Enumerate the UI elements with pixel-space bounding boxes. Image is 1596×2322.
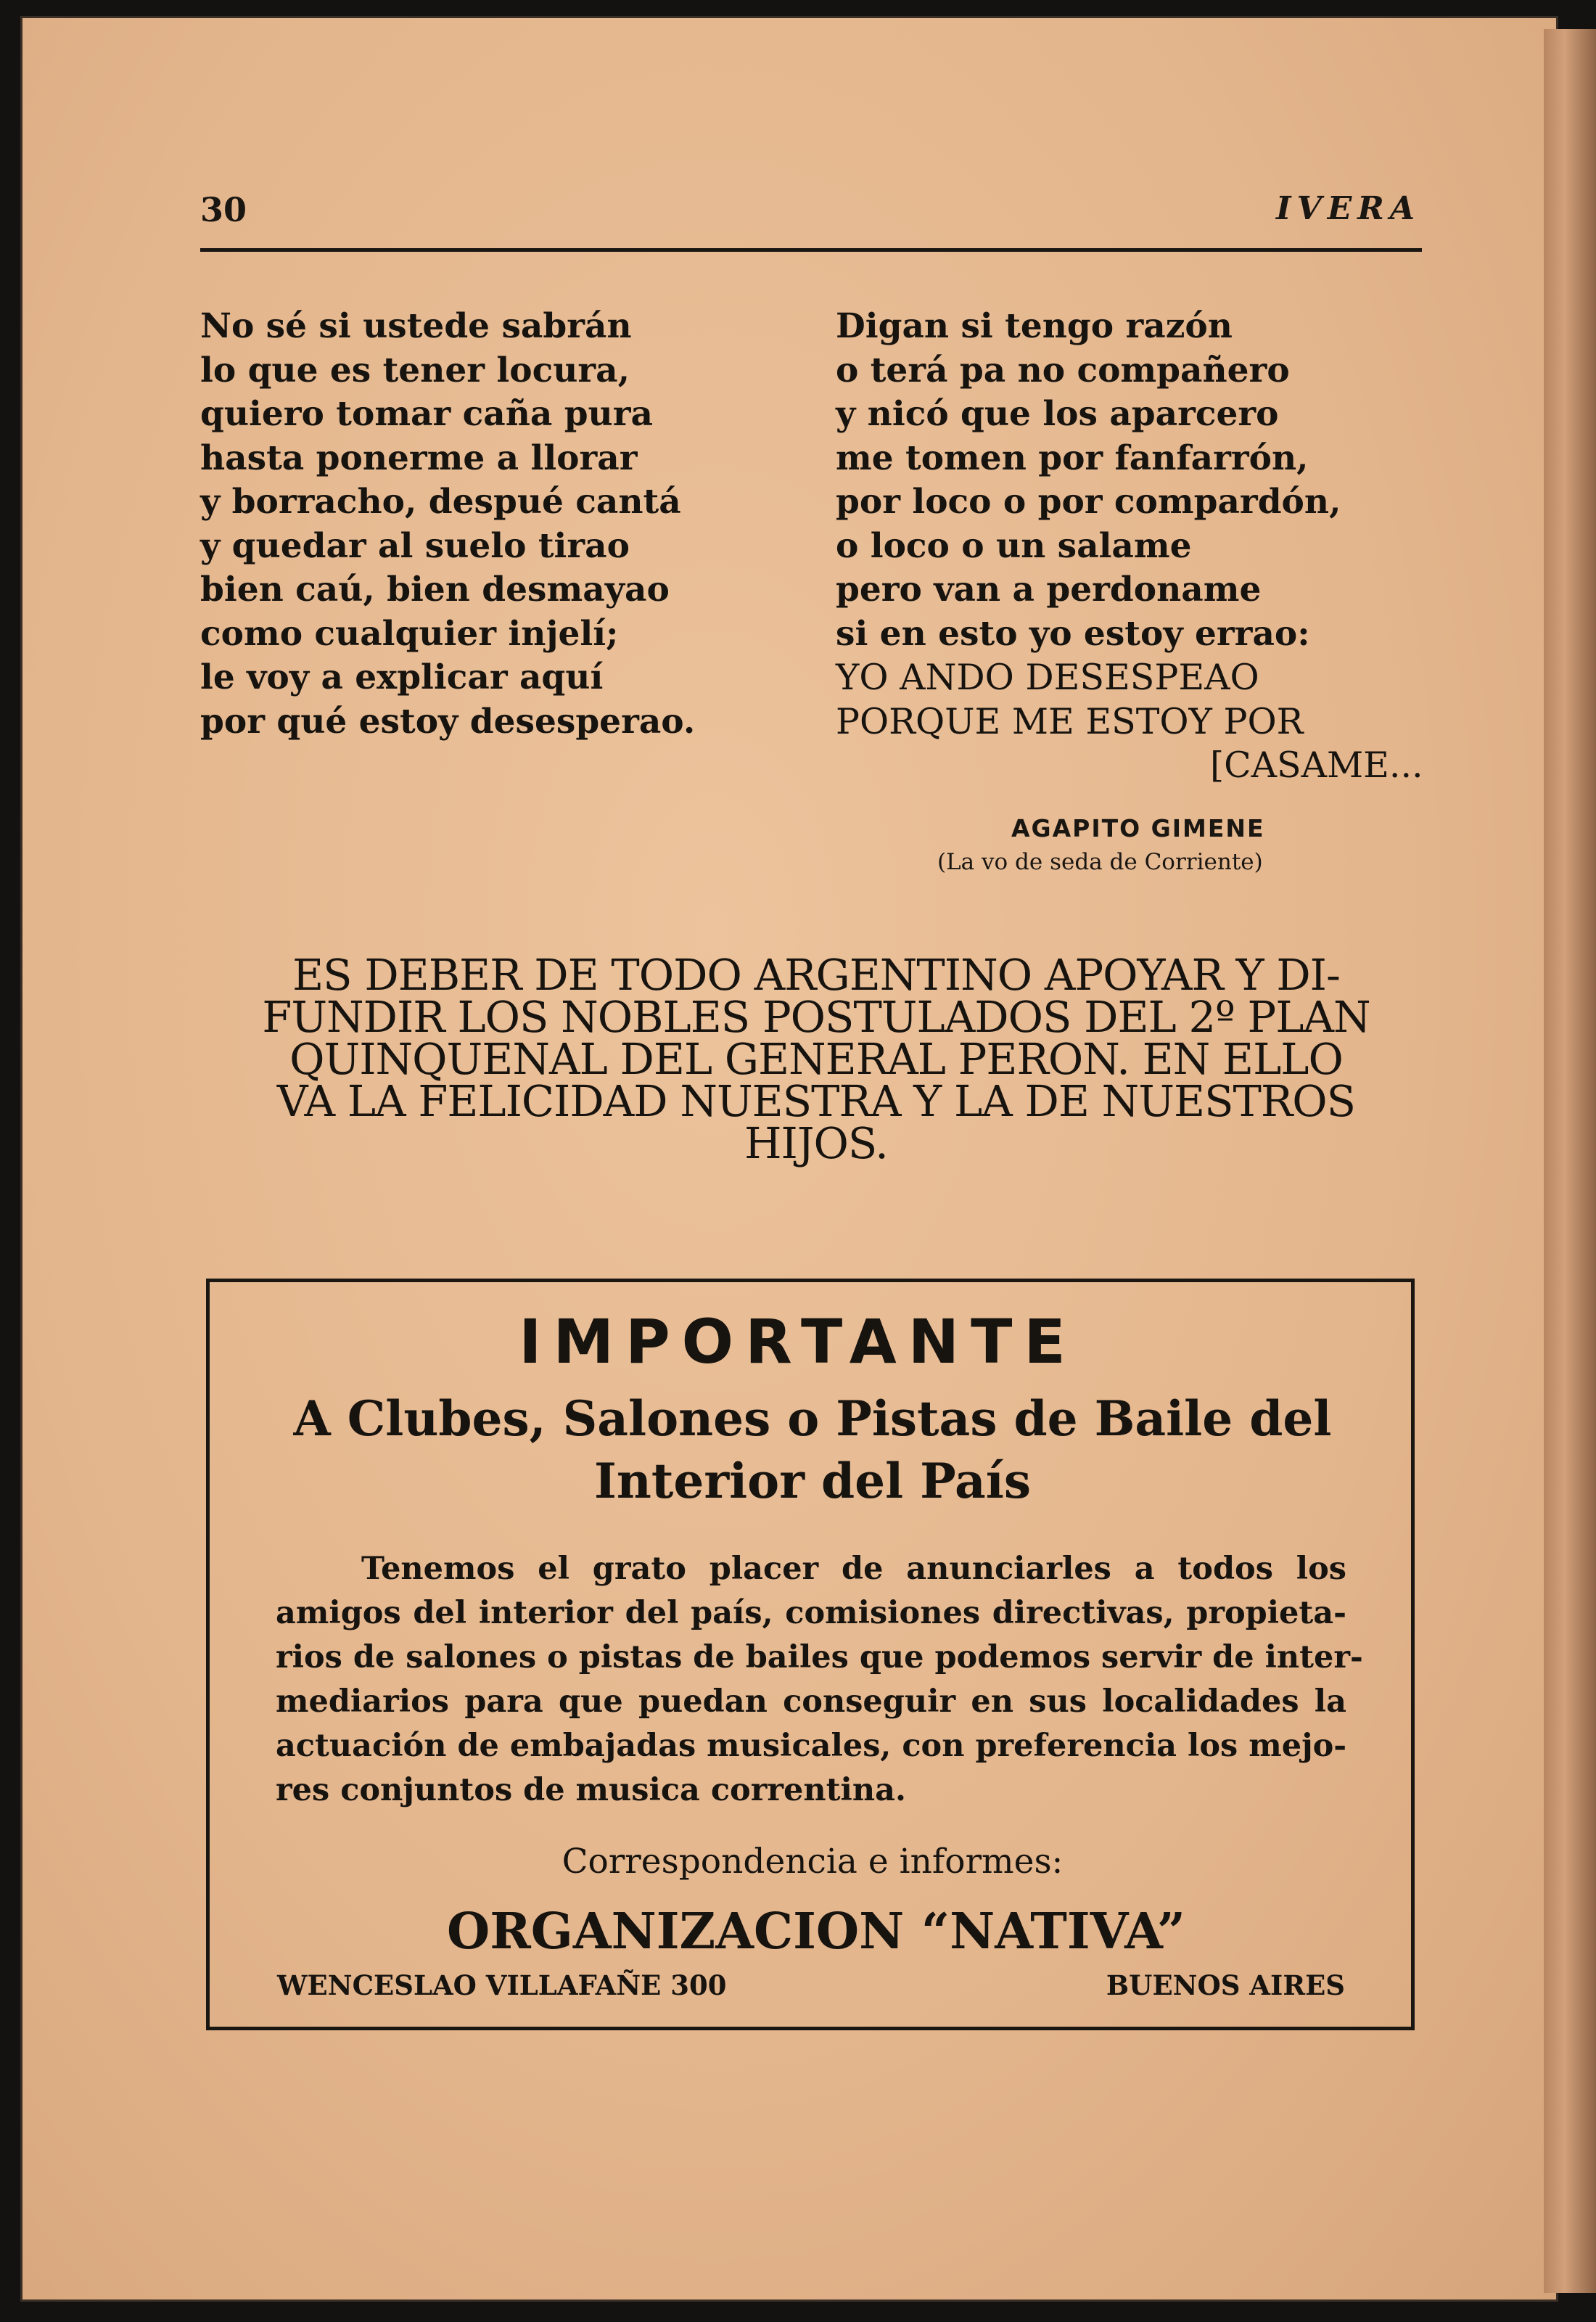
poem-author: AGAPITO GIMENE: [1011, 814, 1265, 842]
running-title: IVERA: [1276, 190, 1420, 227]
poem-line: quiero tomar caña pura: [200, 394, 653, 434]
notice-subtitle: [276, 1387, 1349, 1512]
correspondence-label: Correspondencia e informes:: [562, 1842, 1064, 1882]
notice-body-line: res conjuntos de musica correntina.: [276, 1772, 906, 1808]
notice-title: IMPORTANTE: [519, 1306, 1077, 1377]
poem-line: Digan si tengo razón: [836, 306, 1233, 346]
poem-line: lo que es tener locura,: [200, 350, 630, 390]
poem-line: hasta ponerme a llorar: [200, 438, 638, 478]
poem-line: si en esto yo estoy errao:: [836, 613, 1310, 654]
poem-line: como cualquier injelí;: [200, 613, 619, 654]
poem-line: por qué estoy desesperao.: [200, 701, 696, 742]
slogan-line: QUINQUENAL DEL GENERAL PERON. EN ELLO: [289, 1034, 1343, 1084]
poem-line: por loco o por compardón,: [836, 482, 1341, 522]
page-number: 30: [200, 190, 247, 229]
poem-line: bien caú, bien desmayao: [200, 570, 670, 610]
poem-line: y nicó que los aparcero: [836, 394, 1279, 434]
notice-body-line: mediarios para que puedan conseguir en sus localidades la: [276, 1683, 1346, 1720]
notice-subtitle-line: A Clubes, Salones o Pistas de Baile del: [293, 1390, 1332, 1447]
poem-line: le voy a explicar aquí: [200, 657, 604, 697]
organization-address: WENCESLAO VILLAFAÑE 300: [277, 1969, 727, 2001]
poem-line: me tomen por fanfarrón,: [836, 438, 1309, 478]
notice-subtitle-line: Interior del País: [594, 1453, 1031, 1509]
political-slogan: [210, 950, 1422, 1168]
poem-line: PORQUE ME ESTOY POR: [836, 700, 1304, 742]
notice-body-line: actuación de embajadas musicales, con preferencia los mejo-: [276, 1728, 1347, 1764]
poem-right-column: [836, 305, 1423, 788]
notice-body: [276, 1547, 1363, 1813]
poem-left-column: [200, 305, 695, 744]
slogan-line: VA LA FELICIDAD NUESTRA Y LA DE NUESTROS: [276, 1076, 1356, 1126]
poem-line: pero van a perdoname: [836, 570, 1262, 610]
poem-line: No sé si ustede sabrán: [200, 306, 632, 346]
notice-body-line: amigos del interior del país, comisiones directivas, propieta-: [276, 1595, 1346, 1631]
poem-line: o loco o un salame: [836, 525, 1192, 566]
header-rule: [200, 248, 1422, 252]
poem-author-note: (La vo de seda de Corriente): [937, 849, 1263, 875]
slogan-line: FUNDIR LOS NOBLES POSTULADOS DEL 2º PLAN: [262, 992, 1370, 1042]
organization-city: BUENOS AIRES: [1106, 1969, 1345, 2001]
organization-name: ORGANIZACION “NATIVA”: [447, 1903, 1185, 1961]
poem-line: [CASAME...: [1210, 744, 1423, 786]
poem-line: YO ANDO DESESPEAO: [836, 657, 1259, 698]
poem-line: y quedar al suelo tirao: [200, 525, 630, 566]
notice-body-line: rios de salones o pistas de bailes que podemos servir de inter-: [276, 1639, 1363, 1675]
notice-body-line: Tenemos el grato placer de anunciarles a todos los: [361, 1551, 1346, 1587]
poem-line: y borracho, despué cantá: [200, 482, 681, 522]
slogan-line: HIJOS.: [744, 1118, 888, 1168]
poem-line: o terá pa no compañero: [836, 350, 1290, 390]
slogan-line: ES DEBER DE TODO ARGENTINO APOYAR Y DI-: [292, 950, 1340, 1000]
